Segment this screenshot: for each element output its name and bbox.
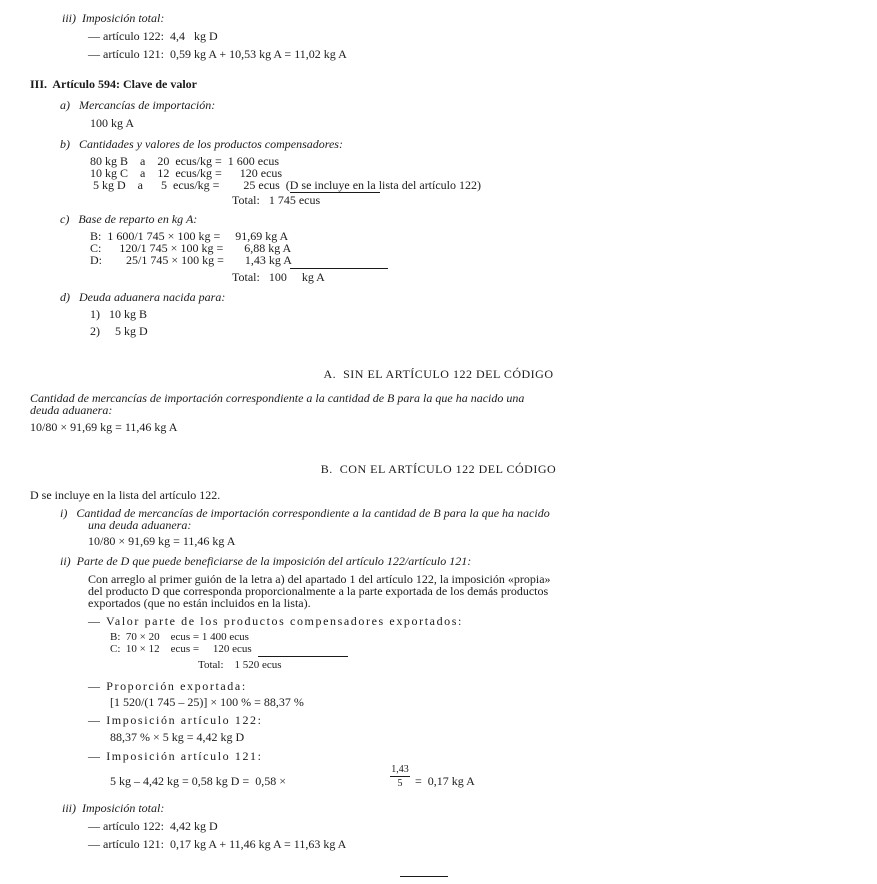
section-a-title: A. SIN EL ARTÍCULO 122 DEL CÓDIGO	[323, 367, 554, 381]
section-iii-title: III. Artículo 594: Clave de valor	[30, 77, 197, 91]
section-a-text-2: deuda aduanera:	[30, 403, 113, 417]
imp122-calc: 88,37 % × 5 kg = 4,42 kg D	[110, 730, 245, 744]
c-row-1: B: 1 600/1 745 × 100 kg = 91,69 kg A	[90, 229, 289, 243]
b-iii-line-121: — artículo 121: 0,17 kg A + 11,46 kg A = 11,63 kg A	[88, 837, 347, 851]
top-line-122: — artículo 122: 4,4 kg D	[88, 29, 218, 43]
c-label: c) Base de reparto en kg A:	[60, 212, 198, 226]
imp121-title: — Imposición artículo 121:	[88, 749, 263, 763]
b-ii-para-1: Con arreglo al primer guión de la letra a) del apartado 1 del artículo 122, la imposición «propia»	[88, 572, 551, 586]
top-heading: iii) Imposición total:	[62, 11, 165, 25]
b-ii-para-2: del producto D que corresponda proporcionalmente a la parte exportada de los demás productos	[88, 584, 549, 598]
b-i-calc: 10/80 × 91,69 kg = 11,46 kg A	[88, 534, 236, 548]
c-row-2: C: 120/1 745 × 100 kg = 6,88 kg A	[90, 241, 292, 255]
valor-total: Total: 1 520 ecus	[198, 659, 282, 671]
imp121-fraction-numerator: 1,43	[391, 764, 409, 775]
d-item-1: 1) 10 kg B	[90, 307, 147, 321]
section-b-title: B. CON EL ARTÍCULO 122 DEL CÓDIGO	[320, 462, 557, 476]
d-label: d) Deuda aduanera nacida para:	[60, 290, 226, 304]
prop-calc: [1 520/(1 745 – 25)] × 100 % = 88,37 %	[110, 695, 304, 709]
a-label: a) Mercancías de importación:	[60, 98, 216, 112]
imp121-fraction-denominator: 5	[397, 778, 403, 789]
valor-row-b: B: 70 × 20 ecus = 1 400 ecus	[110, 631, 249, 643]
end-separator	[400, 876, 448, 877]
imp121-calc-left: 5 kg – 4,42 kg = 0,58 kg D = 0,58 ×	[110, 774, 286, 788]
d-item-2: 2) 5 kg D	[90, 324, 148, 338]
section-b-intro: D se incluye en la lista del artículo 122.	[30, 488, 221, 502]
top-line-121: — artículo 121: 0,59 kg A + 10,53 kg A = 11,02 kg A	[88, 47, 347, 61]
a-value: 100 kg A	[90, 116, 135, 130]
section-a-calc: 10/80 × 91,69 kg = 11,46 kg A	[30, 420, 178, 434]
b-ii-para-3: exportados (que no están incluidos en la lista).	[88, 596, 311, 610]
b-ii-title: ii) Parte de D que puede beneficiarse de la imposición del artículo 122/artículo 121:	[60, 554, 472, 568]
b-total: Total: 1 745 ecus	[232, 193, 321, 207]
section-a-text-1: Cantidad de mercancías de importación correspondiente a la cantidad de B para la que ha nacido una	[30, 391, 525, 405]
valor-row-c: C: 10 × 12 ecus = 120 ecus	[110, 643, 252, 655]
c-total-rule	[290, 268, 388, 269]
imp122-title: — Imposición artículo 122:	[88, 713, 263, 727]
b-i-text-1: i) Cantidad de mercancías de importación correspondiente a la cantidad de B para la que ha nacido	[60, 506, 550, 520]
b-iii-line-122: — artículo 122: 4,42 kg D	[88, 819, 218, 833]
b-i-text-2: una deuda aduanera:	[88, 518, 192, 532]
imp121-calc-right: = 0,17 kg A	[415, 774, 475, 788]
b-row-1: 80 kg B a 20 ecus/kg = 1 600 ecus	[90, 154, 280, 168]
c-row-3: D: 25/1 745 × 100 kg = 1,43 kg A	[90, 253, 292, 267]
valor-title: — Valor parte de los productos compensadores exportados:	[88, 614, 463, 628]
c-total: Total: 100 kg A	[232, 270, 325, 284]
b-row-2: 10 kg C a 12 ecus/kg = 120 ecus	[90, 166, 283, 180]
imp121-fraction-bar	[390, 776, 410, 777]
b-label: b) Cantidades y valores de los productos compensadores:	[60, 137, 343, 151]
b-iii-heading: iii) Imposición total:	[62, 801, 165, 815]
prop-title: — Proporción exportada:	[88, 679, 247, 693]
valor-total-rule	[258, 656, 348, 657]
b-row-3: 5 kg D a 5 ecus/kg = 25 ecus (D se incluye en la lista del artículo 122)	[90, 178, 482, 192]
